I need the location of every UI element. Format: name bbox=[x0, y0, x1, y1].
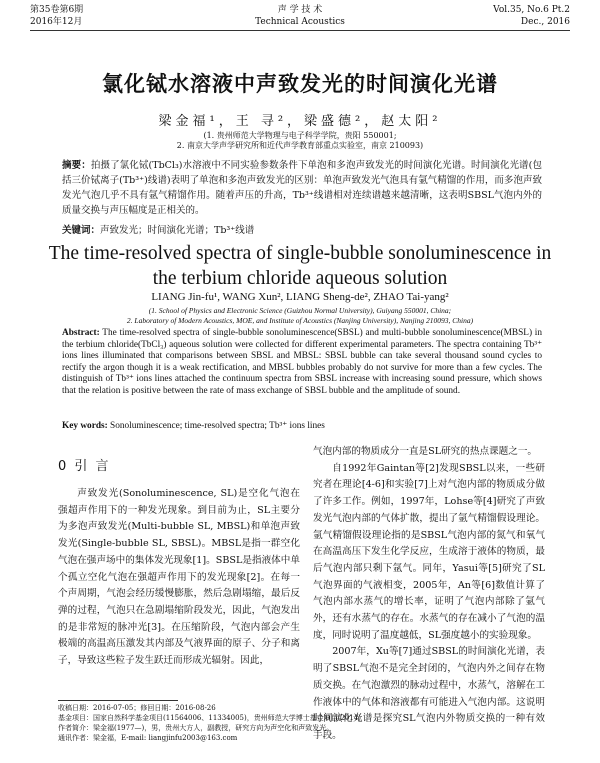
abstract-cn bbox=[62, 158, 542, 218]
footnotes bbox=[58, 703, 361, 743]
body-column-left bbox=[58, 458, 300, 670]
journal-date: 2016年12月 bbox=[30, 17, 83, 27]
abstract-en bbox=[62, 328, 542, 398]
journal-name-en: Technical Acoustics bbox=[255, 17, 345, 27]
body-paragraph: 自1992年Gaintan等[2]发现SBSL以来，一些研究者在理论[4-6]和实验[7]上对气泡内部的物质成分做了许多工作。例如，1997年，Lohse等[4]研究了声致发光气泡内部的气体扩散，提出了氩气精馏假设理论。氩气精馏假设理论指的是SBSL气泡内部的氮气和氧气在高温高压下发生化学反应，生成溶于液体的物质，最后气泡内部只剩下氩气。同年，Yasui等[5]研究了SL气泡界面的气液相变，2005年，An等[6]数值计算了气泡内部水蒸气的增长率，证明了气泡内部除了氩气外，还有水蒸气的存在。水蒸气的存在减小了气泡的温度，同时说明了温度越低，SL强度越小的实验现象。 bbox=[313, 462, 545, 641]
body-paragraph: 声致发光(Sonoluminescence, SL)是空化气泡在强超声作用下的一种发光现象。到目前为止，SL主要分为多泡声致发光(Multi-bubble SL, MBSL)和单泡声致发光(Single-bubble SL, SBSL)。MBSL是指一群空化气泡在强声场中的集体发光现象[1]。SBSL是指液体中单个孤立空化气泡在强超声作用下的发光现象[2]。在每一个声周期，气泡会经历缓慢膨胀，然后急剧塌缩，最后反弹的过程，气泡只在急剧塌缩阶段发光，因此，气泡发出的是非常短的脉冲光[3]。在压缩阶段，气泡内部会产生极端的高温高压激发其内部及气液界面的原子、分子和离子，导致这些粒子发生跃迁而形成光辐射。因此， bbox=[58, 488, 300, 667]
body-paragraph: 气泡内部的物质成分一直是SL研究的热点课题之一。 bbox=[313, 446, 538, 457]
affiliation-cn-2: 2. 南京大学声学研究所和近代声学教育部重点实验室，南京 210093) bbox=[176, 141, 424, 150]
authors-en: LIANG Jin-fu¹, WANG Xun², LIANG Sheng-de², ZHAO Tai-yang² bbox=[151, 291, 449, 303]
journal-volume: 第35卷第6期 bbox=[30, 5, 84, 15]
journal-date-en: Dec., 2016 bbox=[520, 17, 570, 27]
authors-cn: 梁金福¹，王 寻²，梁盛德²，赵太阳² bbox=[158, 114, 442, 129]
keywords-cn-text: 声致发光；时间演化光谱；Tb³⁺线谱 bbox=[100, 225, 255, 236]
journal-volume-en: Vol.35, No.6 Pt.2 bbox=[493, 5, 570, 15]
abstract-en-label: Abstract: bbox=[62, 328, 100, 338]
section-heading-introduction: 0 引 言 bbox=[58, 459, 111, 474]
abstract-en-text: The time-resolved spectra of single-bubble sonoluminescence(SBSL) and multi-bubble sonoluminescence(MBSL) in the terbium chloride(TbCl₃) aqueous solution were collected for different experimental parameters. The spectra containing Tb³⁺ ions lines illuminated that comparisons between SBSL and MBSL: SBSL bubble can take several thousand sound cycles to rectify the argon though it is a weak rectification, and MBSL bubbles probably do not survive for more than a few cycles. The distinguish of Tb³⁺ ions lines attached the continuum spectra from SBSL increase with increasing sound pressure, which shows that the relation is positive between the rate of mass exchange of SBSL bubble and the amplitude of sound. bbox=[62, 328, 542, 396]
header-divider bbox=[30, 30, 570, 31]
journal-name-cn: 声 学 技 术 bbox=[277, 5, 323, 15]
footnote-divider bbox=[58, 700, 178, 701]
affiliation-cn-1: (1. 贵州师范大学物理与电子科学学院，贵阳 550001; bbox=[203, 131, 397, 140]
body-column-right bbox=[313, 444, 545, 745]
paper-title-cn: 氯化铽水溶液中声致发光的时间演化光谱 bbox=[102, 72, 498, 96]
header-right bbox=[493, 4, 570, 28]
footnote-received: 收稿日期：2016-07-05；修回日期：2016-08-26 bbox=[58, 704, 216, 712]
keywords-en-label: Key words: bbox=[62, 421, 108, 431]
paper-title-en: The time-resolved spectra of single-bubble sonoluminescence in the terbium chloride aqueous solution bbox=[48, 243, 552, 289]
header-center bbox=[30, 4, 570, 28]
affiliation-en-1: (1. School of Physics and Electronic Science (Guizhou Normal University), Guiyang 550001, China; bbox=[148, 306, 452, 315]
abstract-cn-text: 拍摄了氯化铽(TbCl₃)水溶液中不同实验参数条件下单泡和多泡声致发光的时间演化光谱。时间演化光谱(包括三价铽离子(Tb³⁺)线谱)表明了单泡和多泡声致发光的区别：单泡声致发光气泡具有氩气精馏的作用，而多泡声致发光气泡几乎不具有氩气精馏作用。随着声压的升高，Tb³⁺线谱相对连续谱越来越清晰，这表明SBSL气泡内外的质量交换与声压幅度是正相关的。 bbox=[62, 160, 542, 216]
footnote-author-bio: 作者简介：梁金福(1977—)，男，贵州大方人，副教授，研究方向为声空化和声致发光。 bbox=[58, 724, 334, 732]
abstract-cn-label: 摘要： bbox=[62, 160, 91, 171]
keywords-cn-label: 关键词： bbox=[62, 225, 101, 236]
keywords-en-text: Sonoluminescence; time-resolved spectra; Tb³⁺ ions lines bbox=[110, 421, 325, 431]
affiliation-en-2: 2. Laboratory of Modern Acoustics, MOE, and Institute of Acoustics (Nanjing University), Nanjing 210093, China) bbox=[126, 316, 474, 325]
footnote-corresponding: 通讯作者：梁金福，E-mail: liangjinfu2003@163.com bbox=[58, 734, 238, 742]
keywords-cn bbox=[62, 224, 542, 238]
body-paragraph: 2007年，Xu等[7]通过SBSL的时间演化光谱，表明了SBSL气泡不是完全封闭的，气泡内外之间存在物质交换。在气泡激烈的脉动过程中，水蒸气，溶解在工作液体中的气体和溶液都有可能进入气泡内部。这说明时间演化光谱是探究SL气泡内外物质交换的一种有效手段。 bbox=[313, 646, 545, 741]
keywords-en bbox=[62, 420, 542, 431]
footnote-funding: 基金项目：国家自然科学基金项目(11564006、11334005)，贵州师范大学博士基金项目(2014) bbox=[58, 714, 361, 722]
